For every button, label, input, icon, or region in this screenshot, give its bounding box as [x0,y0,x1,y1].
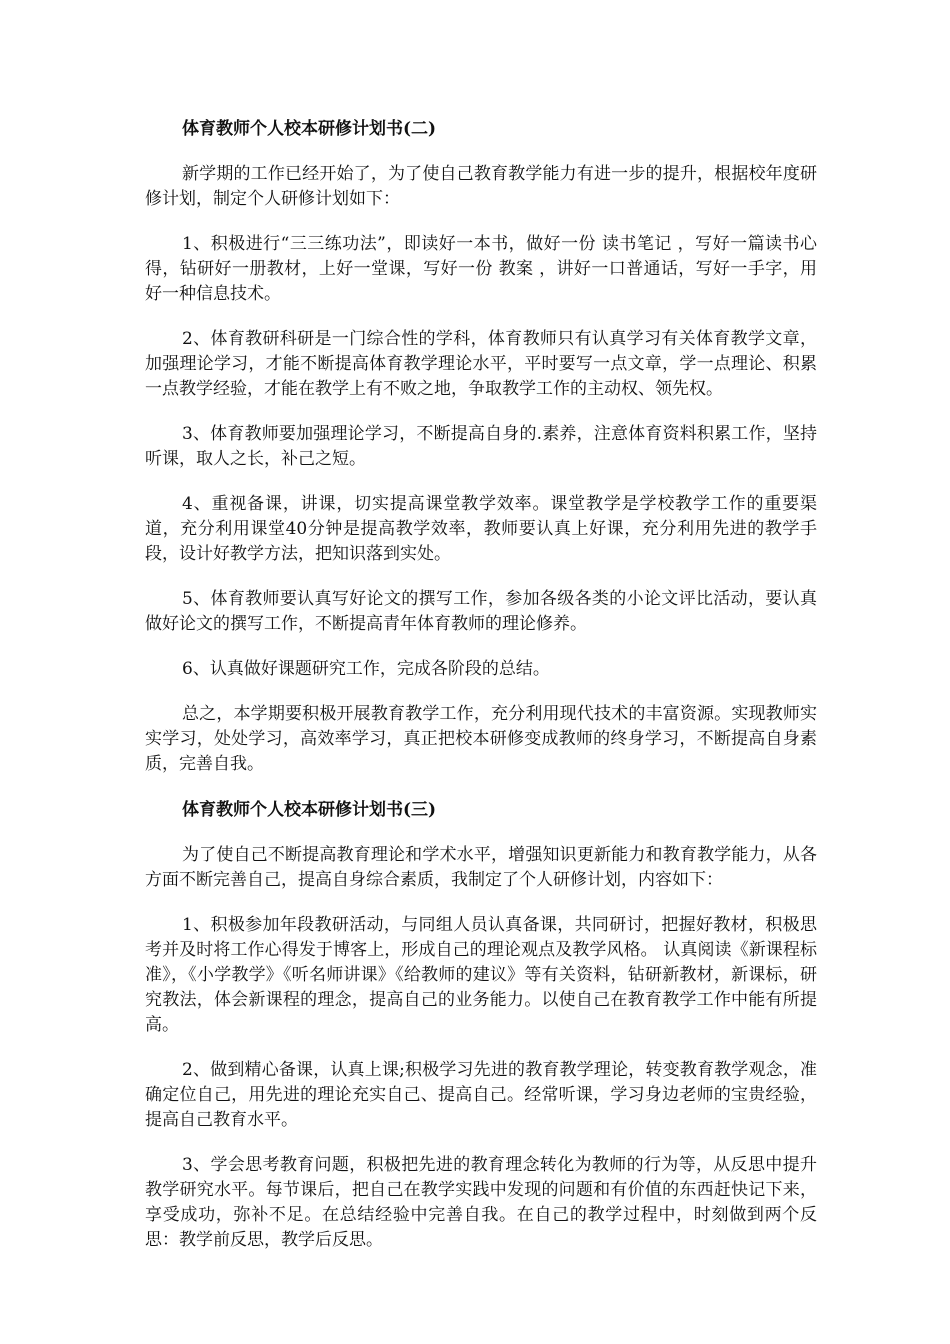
section-2-paragraph-2: 2、体育教研科研是一门综合性的学科，体育教师只有认真学习有关体育教学文章，加强理论学习，才能不断提高体育教学理论水平，平时要写一点文章，学一点理论、积累一点教学经验，才能在教学上有不败之地，争取教学工作的主动权、领先权。 [145,329,817,399]
section-2-paragraph-6: 6、认真做好课题研究工作，完成各阶段的总结。 [182,659,550,679]
section-2-paragraph-1: 1、积极进行“三三练功法”，即读好一本书，做好一份 读书笔记 ，写好一篇读书心得，钻研好一册教材，上好一堂课，写好一份 教案 ，讲好一口普通话，写好一手字，用好一种信息技术。 [145,234,817,304]
section-3-paragraph-3: 3、学会思考教育问题，积极把先进的教育理念转化为教师的行为等，从反思中提升教学研究水平。每节课后，把自己在教学实践中发现的问题和有价值的东西赶快记下来，享受成功，弥补不足。在总结经验中完善自我。在自己的教学过程中，时刻做到两个反思：教学前反思，教学后反思。 [145,1155,817,1250]
section-3-paragraph-intro: 为了使自己不断提高教育理论和学术水平，增强知识更新能力和教育教学能力，从各方面不断完善自己，提高自身综合素质，我制定了个人研修计划，内容如下： [145,845,817,890]
section-2-paragraph-3: 3、体育教师要加强理论学习，不断提高自身的.素养，注意体育资料积累工作，坚持听课，取人之长，补己之短。 [145,424,817,469]
section-2-paragraph-intro: 新学期的工作已经开始了，为了使自己教育教学能力有进一步的提升，根据校年度研修计划，制定个人研修计划如下： [145,164,817,209]
section-3-paragraph-1: 1、积极参加年段教研活动，与同组人员认真备课，共同研讨，把握好教材，积极思考并及时将工作心得发于博客上，形成自己的理论观点及教学风格。 认真阅读《新课程标准》，《小学教学》《听名师讲课》《给教师的建议》等有关资料，钻研新教材，新课标，研究教法，体会新课程的理念，提高自己的业务能力。以使自己在教育教学工作中能有所提高。 [145,915,817,1035]
section-2-paragraph-4: 4、重视备课，讲课，切实提高课堂教学效率。课堂教学是学校教学工作的重要渠道，充分利用课堂40分钟是提高教学效率，教师要认真上好课，充分利用先进的教学手段，设计好教学方法，把知识落到实处。 [145,494,817,564]
section-2-paragraph-summary: 总之，本学期要积极开展教育教学工作，充分利用现代技术的丰富资源。实现教师实实学习，处处学习，高效率学习，真正把校本研修变成教师的终身学习，不断提高自身素质，完善自我。 [145,704,817,774]
document-page [145,117,817,1253]
section-2-paragraph-5: 5、体育教师要认真写好论文的撰写工作，参加各级各类的小论文评比活动，要认真做好论文的撰写工作，不断提高青年体育教师的理论修养。 [145,589,817,634]
section-3-paragraph-2: 2、做到精心备课，认真上课;积极学习先进的教育教学理论，转变教育教学观念，准确定位自己，用先进的理论充实自己、提高自己。经常听课，学习身边老师的宝贵经验，提高自己教育水平。 [145,1060,817,1130]
section-2-title: 体育教师个人校本研修计划书(二) [182,119,437,139]
section-3-title: 体育教师个人校本研修计划书(三) [182,800,437,820]
